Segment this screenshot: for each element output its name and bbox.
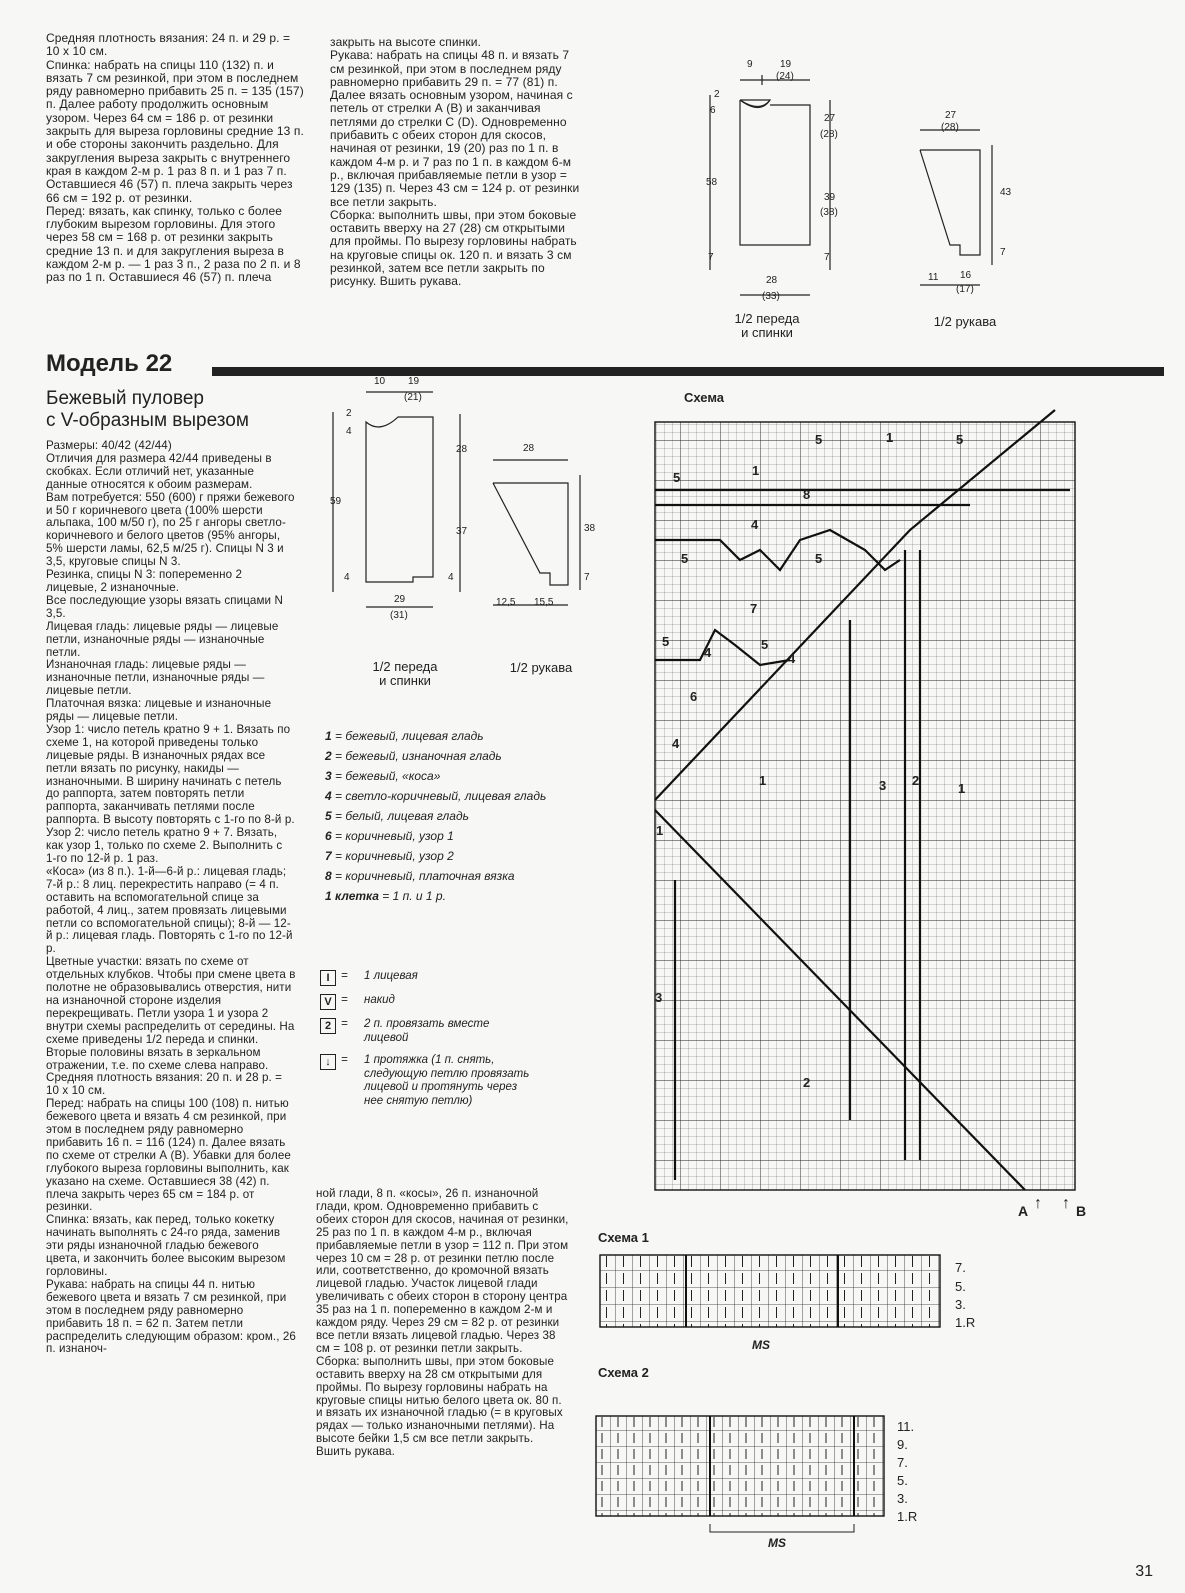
schema-title: Схема	[684, 390, 725, 405]
schema1-title: Схема 1	[598, 1230, 649, 1245]
top-dim-39: 39	[824, 192, 836, 203]
top-sleeve-dim-17p: (17)	[956, 284, 974, 295]
model-dim-10: 10	[374, 376, 386, 387]
zone-label: 5	[662, 634, 670, 649]
left-column-text: Размеры: 40/42 (42/44) Отличия для размера 42/44 приведены в скобках. Если отличий нет, указанные данные относятся к обоим размерам. Вам потребуется: 550 (600) г пряжи бежевого и 50 г коричневого цвета (100% шерсти альпака, 100 м/50 г), по 25 г ангоры светло-коричневого и белого цветов (95% ангоры, 5% шерсти ламы, 62,5 м/25 г). Спицы N 3 и 3,5, круговые спицы N 3. Резинка, спицы N 3: попеременно 2 лицевые, 2 изнаночные. Все последующие узоры вязать спицами N 3,5. Лицевая гладь: лицевые ряды — лицевые петли, изнаночные ряды — изнаночные петли. Изнаночная гладь: лицевые ряды — изнаночные петли, изнаночные ряды — лицевые петли. Платочная вязка: лицевые и изнаночные ряды — лицевые петли. Узор 1: число петель кратно 9 + 1. Вязать по схеме 1, на которой приведены только лицевые ряды. В изнаночных рядах все петли вязать по рисунку, накиды — изнаночными. В ширину начинать с петель до раппорта, затем повторять петли раппорта, заканчивать петлями после раппорта. В высоту повторять с 1-го по 8-й р. Узор 2: число петель кратно 9 + 7. Вязать, как узор 1, только по схеме 2. Выполнить с 1-го по 12-й р. 1 раз. «Коса» (из 8 п.). 1-й—6-й р.: лицевая гладь; 7-й р.: 8 лиц. перекрестить направо (= 4 п. оставить на вспомогательной спице за работой, 4 лиц., затем провязать лицевыми петли со вспомогательной спицы); 8-й — 12-й р.: лицевая гладь. Повторять с 1-го по 12-й р. Цветные участки: вязать по схеме от отдельных клубков. Чтобы при смене цвета в полотне не образовывались отверстия, нити на изнаночной стороне изделия перекрещивать. Петли узора 1 и узора 2 внутри схемы распределить от середины. На схеме приведены 1/2 переда и спинки. Вторые половины вязать в зеркальном отражении, т.е. по схеме слева направо. Средняя плотность вязания: 20 п. и 28 р. = 10 х 10 см. Перед: набрать на спицы 100 (108) п. нитью бежевого цвета и вязать 4 см резинкой, при этом в последнем ряду равномерно прибавить 16 п. = 116 (124) п. Далее вязать по схеме от стрелки А (В). Убавки для более глубокого выреза горловины выполнить, как указано на схеме. Оставшиеся 38 (42) п. плеча закрыть через 65 см = 184 р. от резинки. Спинка: вязать, как перед, только кокетку начинать выполнять с 24-го ряда, заменив эти ряды изнаночной гладью бежевого цвета, и закончить более высоким вырезом горловины. Рукава: набрать на спицы 44 п. нитью бежевого цвета и вязать 7 см резинкой, при этом в последнем ряду равномерно прибавить 18 п. = 62 п. Затем петли распределить следующим образом: кром., 26 п. изнаноч-	[46, 439, 296, 1356]
model-diagram2-caption: 1/2 рукава	[509, 660, 573, 675]
top-dim-6: 6	[710, 105, 716, 116]
arrow-a-icon: ↑	[1034, 1195, 1042, 1212]
zone-label: 1	[759, 773, 767, 788]
zone-label: 2	[803, 1075, 811, 1090]
zone-label: 3	[655, 990, 663, 1005]
model-subtitle: Бежевый пуловер с V-образным вырезом	[46, 388, 249, 431]
page-number: 31	[1135, 1563, 1153, 1580]
zone-label: 6	[690, 689, 698, 704]
legend-item: 4 = светло-коричневый, лицевая гладь	[325, 789, 547, 803]
top-dim-24: (24)	[776, 71, 794, 82]
model-dim-29: 29	[394, 594, 406, 605]
zone-label: 5	[673, 470, 681, 485]
legend-item: 8 = коричневый, платочная вязка	[325, 869, 515, 883]
zone-label: 5	[956, 432, 964, 447]
legend-item: 3 = бежевый, «коса»	[325, 769, 441, 783]
arrow-b-label: B	[1076, 1203, 1087, 1219]
schema2-ms-label: MS	[768, 1536, 786, 1550]
legend-item: 1 = бежевый, лицевая гладь	[325, 729, 484, 743]
top-sleeve-dim-27: 27	[945, 110, 957, 121]
top-mid-text: закрыть на высоте спинки. Рукава: набрать на спицы 48 п. и вязать 7 см резинкой, при этом в последнем ряду равномерно прибавить 29 п. = 77 (81) п. Далее вязать основным узором, начиная с петель от стрелки А (В) и заканчивая петлями до стрелки С (D). Одновременно прибавить с обеих сторон для скосов, начиная от резинки, 19 (20) раз по 1 п. в каждом 4-м р. и 7 раз по 1 п. в каждом 6-м р., включая прибавляемые петли в узор = 129 (135) п. Через 43 см = 124 р. от резинки все петли закрыть. Сборка: выполнить швы, при этом боковые оставить вверху на 27 (28) см открытыми для проймы. По вырезу горловины набрать на круговые спицы ок. 120 п. и вязать 3 см резинкой, затем все петли закрыть по рисунку. Вшить рукава.	[330, 35, 580, 289]
top-dim-7a: 7	[708, 252, 714, 263]
schema2-row: 1.R	[897, 1509, 918, 1524]
model-dim-37: 37	[456, 526, 468, 537]
model-dim-21p: (21)	[404, 392, 422, 403]
top-dim-28: 28	[766, 275, 778, 286]
top-front-back-diagram	[700, 55, 860, 305]
mid-bottom-text: ной глади, 8 п. «косы», 26 п. изнаночной глади, кром. Одновременно прибавить с обеих сторон для скосов, начиная от резинки, 25 раз по 1 п. в каждом 4-м р., включая прибавляемые петли в узор = 112 п. При этом через 10 см = 28 р. от резинки петлю после или, соответственно, до кромочной вязать лицевой гладью. Участок лицевой глади увеличивать с обеих сторон в сторону центра 35 раз на 1 п. попеременно в каждом 2-м и каждом ряду. Через 29 см = 82 р. от резинки все петли вязать лицевой гладью. Через 38 см = 108 р. от резинки петли закрыть. Сборка: выполнить швы, при этом боковые оставить вверху на 28 см открытыми для проймы. По вырезу горловины набрать на круговые спицы нитью белого цвета ок. 80 п. и вязать их изнаночной гладью (= в круговых рядах — только изнаночными петлями). На высоте бейки 1,5 см все петли закрыть. Вшить рукава.	[316, 1187, 569, 1459]
top-sleeve-dim-7: 7	[1000, 247, 1006, 258]
zone-label: 4	[788, 651, 796, 666]
top-dim-58: 58	[706, 177, 718, 188]
zone-label: 5	[681, 551, 689, 566]
zone-label: 1	[752, 463, 760, 478]
model-front-back-diagram	[318, 372, 483, 627]
zone-label: 2	[912, 773, 920, 788]
yarn-over-symbol-icon: V	[320, 994, 336, 1010]
schema2-row: 9.	[897, 1437, 908, 1452]
knit-symbol-icon: I	[320, 970, 336, 986]
top-dim-38p: (38)	[820, 207, 838, 218]
schema2-row: 5.	[897, 1473, 908, 1488]
legend-item: 5 = белый, лицевая гладь	[325, 809, 469, 823]
arrow-b-icon: ↑	[1062, 1195, 1070, 1212]
model-sleeve-diagram	[488, 435, 608, 615]
model-dim-31p: (31)	[390, 610, 408, 621]
top-dim-2: 2	[714, 89, 720, 100]
zone-label: 3	[879, 778, 887, 793]
legend-item: 7 = коричневый, узор 2	[325, 849, 454, 863]
zone-label: 4	[704, 645, 712, 660]
schema1-row: 5.	[955, 1279, 966, 1294]
model-sleeve-dim-28: 28	[523, 443, 535, 454]
model-dim-19: 19	[408, 376, 420, 387]
schema2-row: 11.	[897, 1419, 915, 1434]
legend-item: 2 = бежевый, изнаночная гладь	[325, 749, 502, 763]
legend-item: 1 клетка = 1 п. и 1 р.	[325, 889, 446, 903]
model-sleeve-dim-155: 15,5	[534, 597, 554, 608]
model-dim-4b: 4	[344, 572, 350, 583]
top-dim-9: 9	[747, 59, 753, 70]
model-sleeve-dim-38: 38	[584, 523, 596, 534]
top-sleeve-dim-11: 11	[928, 272, 939, 283]
zone-label: 1	[886, 430, 894, 445]
top-sleeve-dim-16: 16	[960, 270, 972, 281]
top-dim-33p: (33)	[762, 291, 780, 302]
zone-label: 4	[672, 736, 680, 751]
zone-label: 8	[803, 487, 811, 502]
top-dim-28p: (28)	[820, 129, 838, 140]
schema2-row: 3.	[897, 1491, 908, 1506]
model-sleeve-dim-7: 7	[584, 572, 590, 583]
legend-item: 6 = коричневый, узор 1	[325, 829, 454, 843]
top-dim-19: 19	[780, 59, 792, 70]
skpo-symbol-icon: ↓	[320, 1054, 336, 1070]
zone-label: 5	[815, 551, 823, 566]
schema2-grid	[594, 1414, 894, 1534]
model-dim-59: 59	[330, 496, 342, 507]
zone-label: 1	[958, 781, 966, 796]
top-dim-27: 27	[824, 113, 836, 124]
model-header: Модель 22	[46, 350, 173, 377]
model-dim-28: 28	[456, 444, 468, 455]
zone-label: 5	[815, 432, 823, 447]
top-diagram2-caption: 1/2 рукава	[933, 314, 997, 329]
model-dim-4: 4	[346, 426, 352, 437]
model-diagram1-caption: 1/2 переда и спинки	[372, 659, 438, 688]
k2tog-symbol-icon: 2	[320, 1018, 336, 1034]
top-sleeve-dim-43: 43	[1000, 187, 1012, 198]
zone-label: 7	[750, 601, 758, 616]
zone-label: 4	[751, 517, 759, 532]
zone-label: 5	[761, 637, 769, 652]
top-left-text: Средняя плотность вязания: 24 п. и 29 р. = 10 х 10 см. Спинка: набрать на спицы 110 (132) п. и вязать 7 см резинкой, при этом в последнем ряду равномерно прибавить 25 п. = 135 (157) п. Далее работу продолжить основным узором. Через 64 см = 186 р. от резинки закрыть для выреза горловины средние 13 п. и обе стороны закончить раздельно. Для закругления выреза закрыть с внутреннего края в каждом 2-м р. 1 раз 8 п. и 1 раз 7 п. Оставшиеся 46 (57) п. плеча закрыть через 66 см = 192 р. от резинки. Перед: вязать, как спинку, только с более глубоким вырезом горловины. Для этого через 58 см = 168 р. от резинки закрыть средние 13 п. и для закругления выреза в каждом 2-м р. — 1 раз 3 п., 2 раза по 2 п. и 8 раз по 1 п. Оставшиеся 46 (57) п. плеча	[46, 31, 304, 285]
schema1-grid	[598, 1253, 948, 1333]
schema1-row: 7.	[955, 1260, 966, 1275]
arrow-a-label: A	[1018, 1203, 1029, 1219]
main-schema-grid	[640, 400, 1090, 1220]
schema2-title: Схема 2	[598, 1365, 649, 1380]
top-diagram1-caption: 1/2 переда и спинки	[734, 311, 800, 340]
top-sleeve-diagram	[900, 100, 1030, 300]
schema1-ms-label: MS	[752, 1338, 770, 1352]
schema1-row: 1.R	[955, 1315, 976, 1330]
schema1-row: 3.	[955, 1297, 966, 1312]
model-dim-4c: 4	[448, 572, 454, 583]
top-sleeve-dim-28p: (28)	[941, 122, 959, 133]
top-dim-7b: 7	[824, 252, 830, 263]
color-legend	[325, 726, 546, 906]
schema2-row: 7.	[897, 1455, 908, 1470]
model-sleeve-dim-125: 12,5	[496, 597, 516, 608]
zone-label: 1	[656, 823, 664, 838]
model-dim-2: 2	[346, 408, 352, 419]
